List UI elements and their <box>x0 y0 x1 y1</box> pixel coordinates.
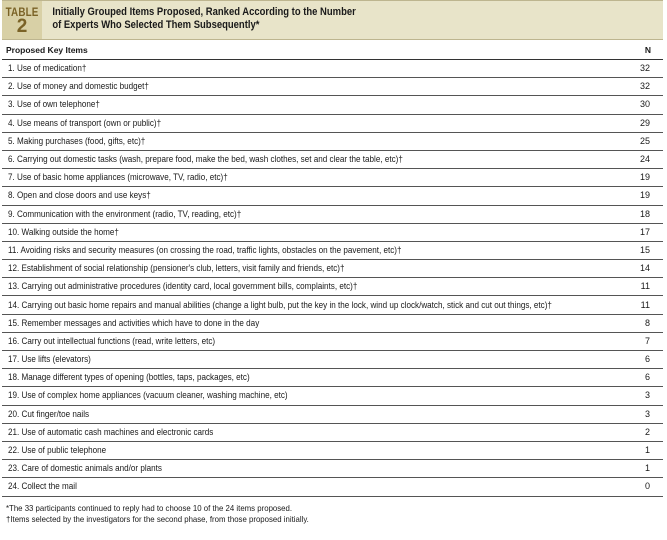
items-table <box>2 40 663 497</box>
table-title-line2: of Experts Who Selected Them Subsequently* <box>52 19 260 31</box>
item-cell <box>2 478 615 496</box>
item-label: 4. Use means of transport (own or public)† <box>8 117 162 128</box>
item-cell <box>2 387 615 405</box>
table-tag-word: TABLE <box>5 4 39 19</box>
count-cell: 24 <box>615 150 663 168</box>
table-row <box>2 132 663 150</box>
item-cell <box>2 314 615 332</box>
item-cell <box>2 205 615 223</box>
table-body <box>2 60 663 497</box>
item-cell <box>2 260 615 278</box>
table-row <box>2 96 663 114</box>
table-row <box>2 369 663 387</box>
table-row <box>2 260 663 278</box>
table-footnotes <box>6 503 610 526</box>
count-cell: 19 <box>615 169 663 187</box>
item-cell <box>2 132 615 150</box>
table-row <box>2 296 663 314</box>
item-cell <box>2 150 615 168</box>
item-label: 13. Carrying out administrative procedures (identity card, local government bills, complaints, etc)† <box>8 281 358 292</box>
item-cell <box>2 351 615 369</box>
item-label: 10. Walking outside the home† <box>8 226 119 237</box>
table-row <box>2 114 663 132</box>
item-cell <box>2 278 615 296</box>
column-header-item: Proposed Key Items <box>2 40 615 60</box>
item-label: 20. Cut finger/toe nails <box>8 408 90 419</box>
count-cell: 25 <box>615 132 663 150</box>
table-tag <box>2 1 42 39</box>
count-cell: 19 <box>615 187 663 205</box>
table-row <box>2 405 663 423</box>
item-label: 17. Use lifts (elevators) <box>8 354 91 365</box>
footnote-asterisk: *The 33 participants continued to reply had to choose 10 of the 24 items proposed. <box>6 502 293 513</box>
table-row <box>2 314 663 332</box>
table-title <box>42 1 576 39</box>
item-cell <box>2 441 615 459</box>
item-label: 14. Carrying out basic home repairs and manual abilities (change a light bulb, put the key in the lock, wind up clock/watch, stick and cut out things, etc)† <box>8 299 552 310</box>
table-row <box>2 78 663 96</box>
item-label: 1. Use of medication† <box>8 63 87 74</box>
item-label: 2. Use of money and domestic budget† <box>8 81 149 92</box>
item-label: 22. Use of public telephone <box>8 445 107 456</box>
table-row <box>2 278 663 296</box>
count-cell: 11 <box>615 278 663 296</box>
item-label: 12. Establishment of social relationship (pensioner's club, letters, visit family and friends, etc)† <box>8 263 345 274</box>
item-cell <box>2 223 615 241</box>
item-label: 21. Use of automatic cash machines and electronic cards <box>8 426 214 437</box>
item-cell <box>2 60 615 78</box>
table-row <box>2 169 663 187</box>
table-head-row <box>2 40 663 60</box>
table-row <box>2 187 663 205</box>
item-cell <box>2 423 615 441</box>
count-cell: 17 <box>615 223 663 241</box>
item-cell <box>2 460 615 478</box>
count-cell: 32 <box>615 60 663 78</box>
count-cell: 14 <box>615 260 663 278</box>
table-title-line1: Initially Grouped Items Proposed, Ranked According to the Number <box>52 6 356 18</box>
item-label: 8. Open and close doors and use keys† <box>8 190 151 201</box>
item-label: 9. Communication with the environment (radio, TV, reading, etc)† <box>8 208 242 219</box>
item-label: 16. Carry out intellectual functions (read, write letters, etc) <box>8 335 216 346</box>
count-cell: 15 <box>615 241 663 259</box>
table-row <box>2 150 663 168</box>
column-header-n: N <box>615 40 663 60</box>
table-row <box>2 423 663 441</box>
item-label: 11. Avoiding risks and security measures (on crossing the road, traffic lights, obstacles on the pavement, etc)† <box>8 244 402 255</box>
item-cell <box>2 332 615 350</box>
count-cell: 18 <box>615 205 663 223</box>
table-row <box>2 332 663 350</box>
item-label: 19. Use of complex home appliances (vacuum cleaner, washing machine, etc) <box>8 390 288 401</box>
table-row <box>2 460 663 478</box>
count-cell: 6 <box>615 351 663 369</box>
item-cell <box>2 78 615 96</box>
table-row <box>2 478 663 496</box>
table-row <box>2 351 663 369</box>
item-cell <box>2 405 615 423</box>
count-cell: 3 <box>615 405 663 423</box>
item-cell <box>2 369 615 387</box>
count-cell: 1 <box>615 460 663 478</box>
item-label: 3. Use of own telephone† <box>8 99 100 110</box>
item-label: 15. Remember messages and activities which have to done in the day <box>8 317 260 328</box>
item-label: 7. Use of basic home appliances (microwave, TV, radio, etc)† <box>8 172 228 183</box>
count-cell: 8 <box>615 314 663 332</box>
count-cell: 32 <box>615 78 663 96</box>
item-cell <box>2 241 615 259</box>
table-row <box>2 205 663 223</box>
table-header <box>2 0 663 40</box>
item-label: 6. Carrying out domestic tasks (wash, prepare food, make the bed, wash clothes, set and clear the table, etc)† <box>8 154 403 165</box>
count-cell: 30 <box>615 96 663 114</box>
table-row <box>2 387 663 405</box>
count-cell: 6 <box>615 369 663 387</box>
item-label: 23. Care of domestic animals and/or plants <box>8 463 162 474</box>
table-row <box>2 223 663 241</box>
count-cell: 0 <box>615 478 663 496</box>
item-cell <box>2 96 615 114</box>
count-cell: 2 <box>615 423 663 441</box>
item-cell <box>2 114 615 132</box>
table-row <box>2 60 663 78</box>
count-cell: 1 <box>615 441 663 459</box>
item-cell <box>2 169 615 187</box>
item-label: 18. Manage different types of opening (bottles, taps, packages, etc) <box>8 372 250 383</box>
item-label: 24. Collect the mail <box>8 481 77 492</box>
table-tag-number: 2 <box>16 15 28 37</box>
item-label: 5. Making purchases (food, gifts, etc)† <box>8 135 146 146</box>
item-cell <box>2 187 615 205</box>
count-cell: 29 <box>615 114 663 132</box>
count-cell: 7 <box>615 332 663 350</box>
item-cell <box>2 296 615 314</box>
footnote-dagger: †Items selected by the investigators for the second phase, from those proposed initially. <box>6 514 309 524</box>
count-cell: 3 <box>615 387 663 405</box>
table-row <box>2 241 663 259</box>
count-cell: 11 <box>615 296 663 314</box>
table-row <box>2 441 663 459</box>
